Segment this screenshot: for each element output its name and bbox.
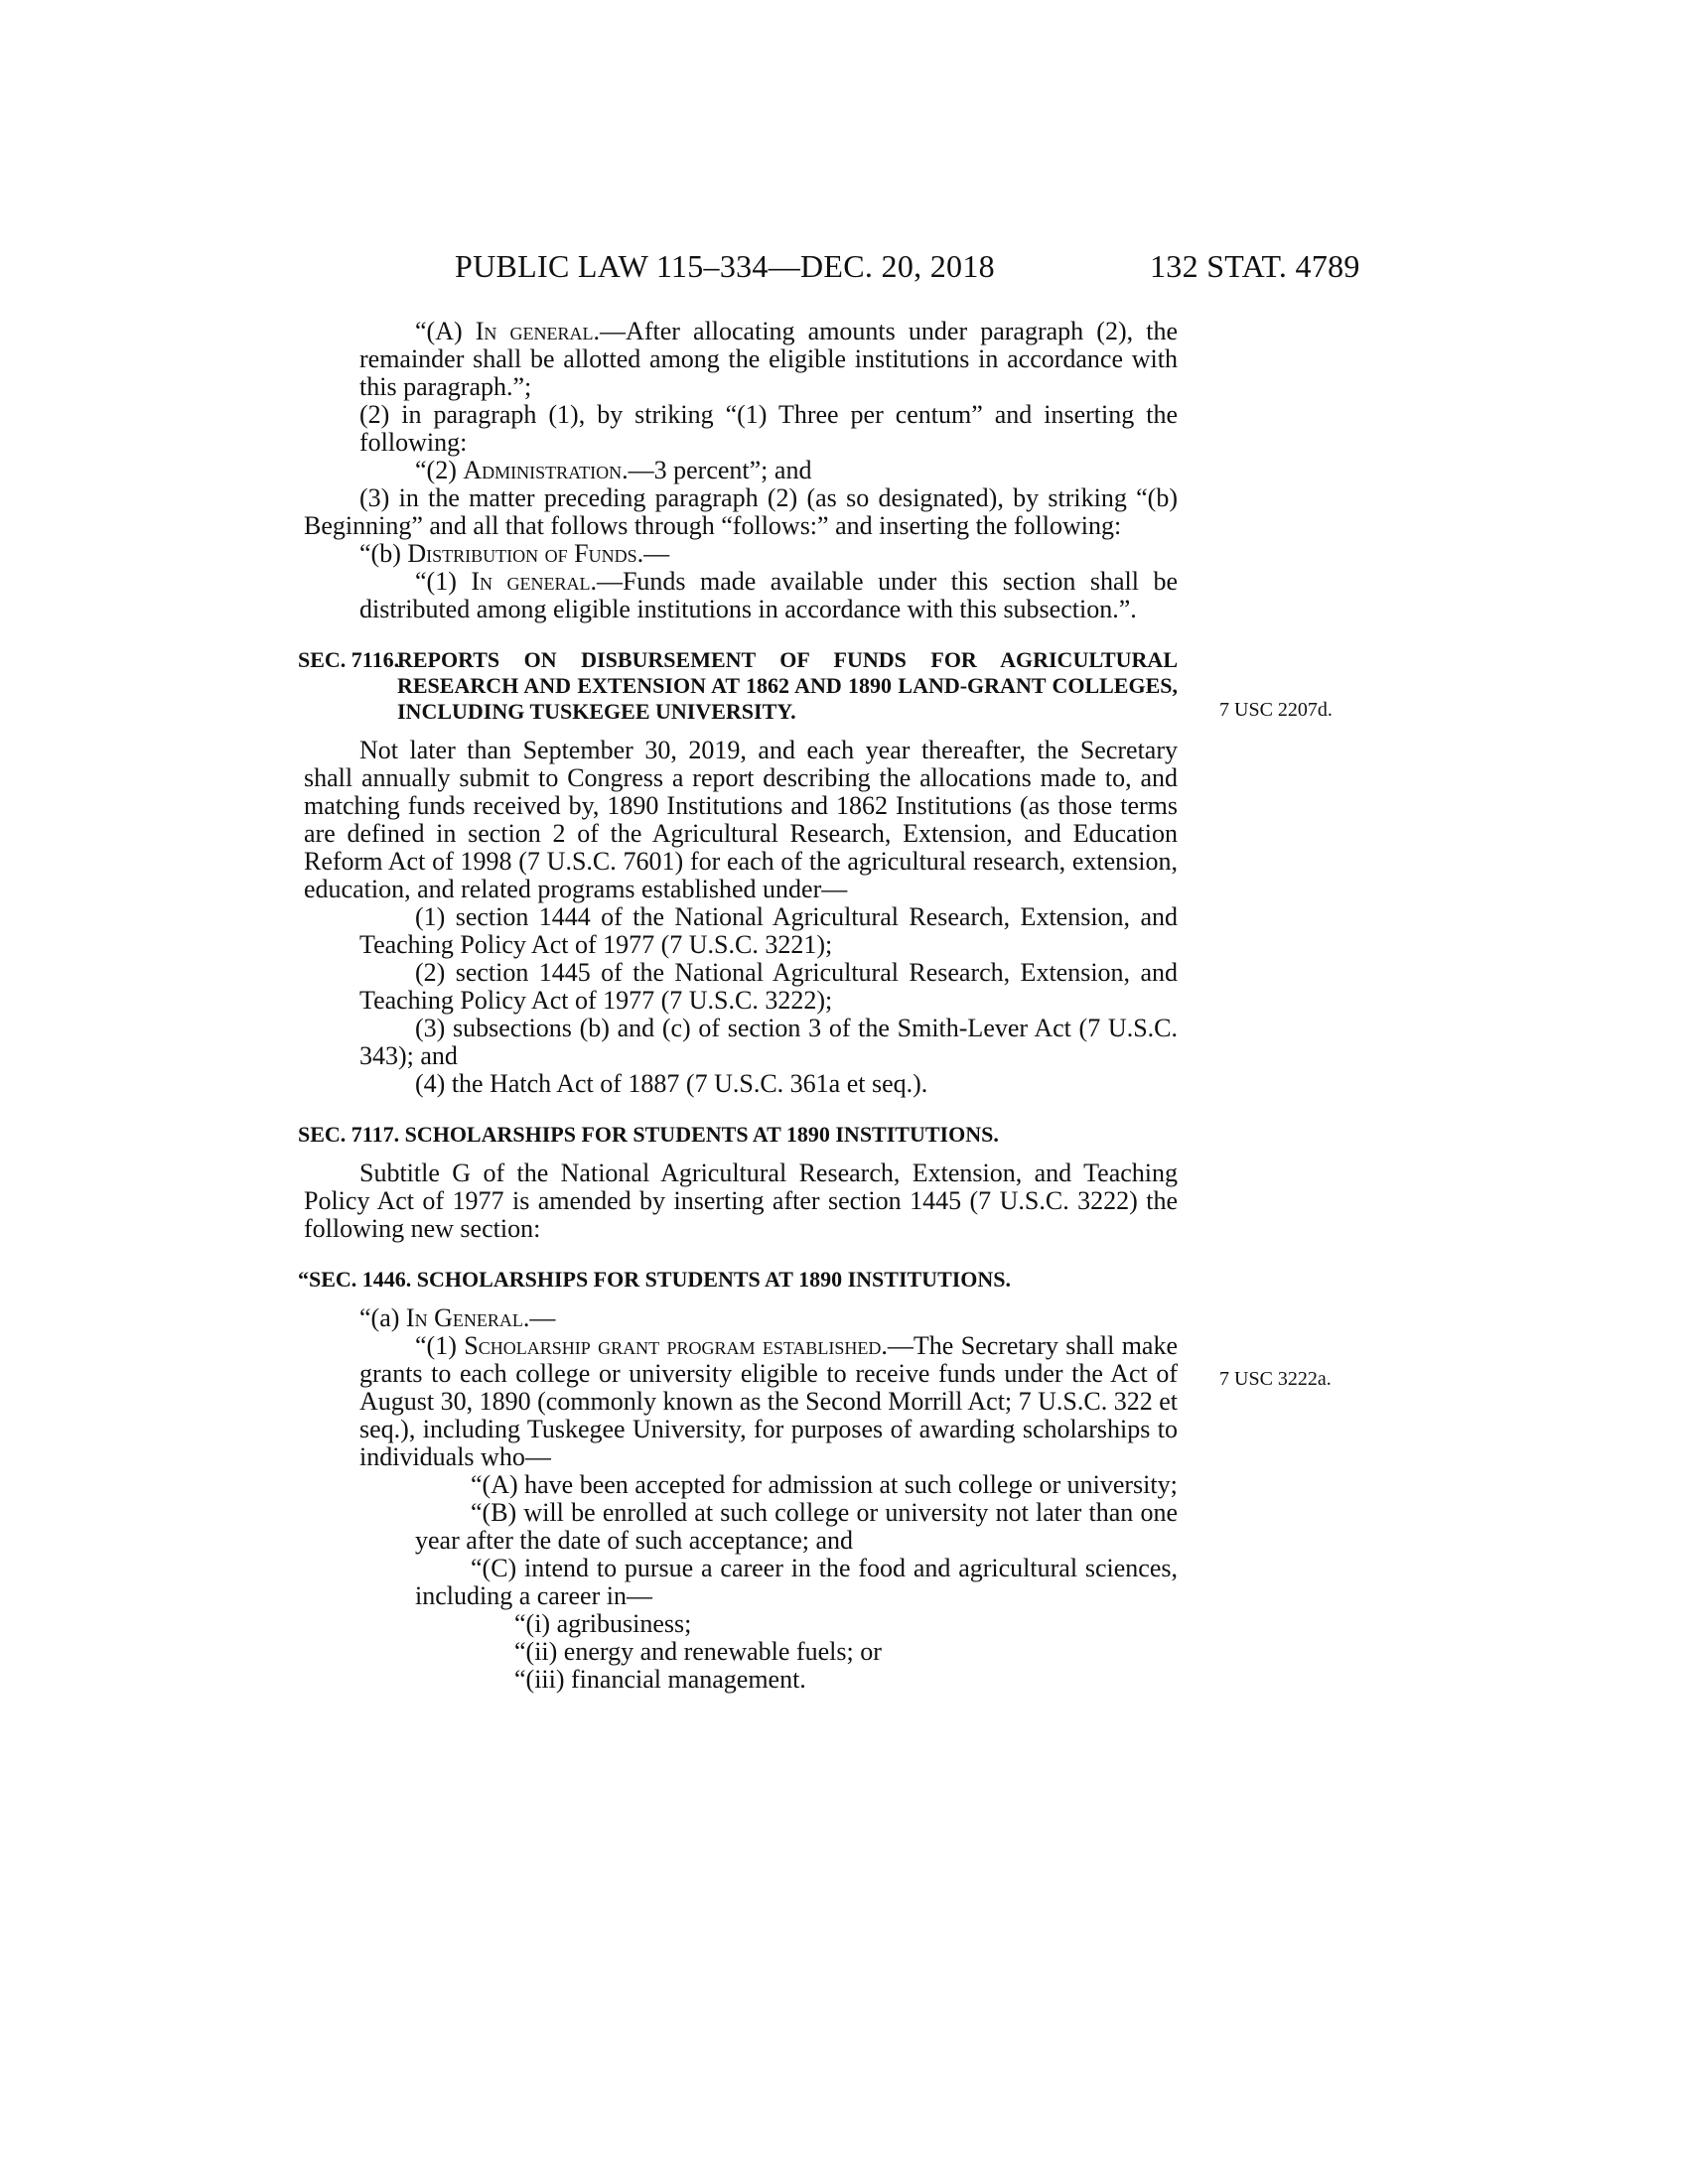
list-item: (3) subsections (b) and (c) of section 3 of the Smith-Lever Act (7 U.S.C. 343); and [359, 1014, 1178, 1070]
section-title: “SEC. 1446. SCHOLARSHIPS FOR STUDENTS AT 1890 INSTITUTIONS. [298, 1267, 1012, 1292]
clause-iii: “(iii) financial management. [514, 1665, 806, 1694]
section-title: REPORTS ON DISBURSEMENT OF FUNDS FOR AGRICULTURAL RESEARCH AND EXTENSION AT 1862 AND 1890 LAND-GRANT COLLEGES, INCLUDING TUSKEGEE UNIVERSITY. [397, 647, 1178, 724]
subparagraph-C: “(C) intend to pursue a career in the food and agricultural sciences, including a career in— [415, 1554, 1178, 1610]
section-7116-heading [298, 647, 1178, 725]
statute-page-number: 132 STAT. 4789 [1150, 248, 1360, 284]
list-item: (2) section 1445 of the National Agricultural Research, Extension, and Teaching Policy Act of 1977 (7 U.S.C. 3222); [359, 958, 1178, 1015]
subparagraph-A: “(A) have been accepted for admission at such college or university; [471, 1470, 1178, 1499]
paragraph-a-in-general: “(A) In general.—After allocating amounts under paragraph (2), the remainder shall be allotted among the eligible institutions in accordance with this paragraph.”; [359, 317, 1178, 401]
page-header [0, 248, 1688, 288]
document-body [298, 317, 1179, 1694]
section-1446-heading [298, 1267, 1178, 1293]
clause-ii: “(ii) energy and renewable fuels; or [514, 1637, 882, 1666]
amendment-3: (3) in the matter preceding paragraph (2) (as so designated), by striking “(b) Beginning” and all that follows through “follows:” and inserting the following: [304, 483, 1178, 540]
running-head: PUBLIC LAW 115–334—DEC. 20, 2018 [455, 248, 995, 284]
section-number: SEC. 7116. [298, 647, 400, 672]
subsection-a-heading: “(a) In General.— [359, 1303, 556, 1332]
paragraph-administration: “(2) Administration.—3 percent”; and [415, 456, 812, 484]
section-7117-body: Subtitle G of the National Agricultural Research, Extension, and Teaching Policy Act of 1977 is amended by inserting after section 1445 (7 U.S.C. 3222) the following new section: [304, 1159, 1178, 1243]
paragraph-b1-in-general: “(1) In general.—Funds made available under this section shall be distributed among eligible institutions in accordance with this subsection.”. [359, 567, 1178, 623]
amendment-2: (2) in paragraph (1), by striking “(1) Three per centum” and inserting the following: [359, 400, 1178, 457]
margin-note-1446: 7 USC 3222a. [1219, 1368, 1332, 1390]
list-item: (4) the Hatch Act of 1887 (7 U.S.C. 361a et seq.). [415, 1069, 928, 1098]
section-7117-heading [298, 1122, 1178, 1148]
paragraph-a1-scholarship-program: “(1) Scholarship grant program established.—The Secretary shall make grants to each college or university eligible to receive funds under the Act of August 30, 1890 (commonly known as the Second Morrill Act; 7 U.S.C. 322 et seq.), including Tuskegee University, for purposes of awarding scholarships to individuals who— [359, 1331, 1179, 1471]
subparagraph-B: “(B) will be enrolled at such college or university not later than one year after the date of such acceptance; and [415, 1498, 1178, 1555]
list-item: (1) section 1444 of the National Agricultural Research, Extension, and Teaching Policy Act of 1977 (7 U.S.C. 3221); [359, 902, 1178, 959]
section-7116-body: Not later than September 30, 2019, and each year thereafter, the Secretary shall annually submit to Congress a report describing the allocations made to, and matching funds received by, 1890 Institutions and 1862 Institutions (as those terms are defined in section 2 of the Agricultural Research, Extension, and Education Reform Act of 1998 (7 U.S.C. 7601) for each of the agricultural research, extension, education, and related programs established under— [304, 736, 1178, 903]
clause-i: “(i) agribusiness; [514, 1609, 692, 1638]
section-title: SEC. 7117. SCHOLARSHIPS FOR STUDENTS AT 1890 INSTITUTIONS. [298, 1122, 999, 1147]
subsection-b-heading: “(b) Distribution of Funds.— [359, 539, 670, 568]
margin-note-7116: 7 USC 2207d. [1219, 699, 1333, 721]
